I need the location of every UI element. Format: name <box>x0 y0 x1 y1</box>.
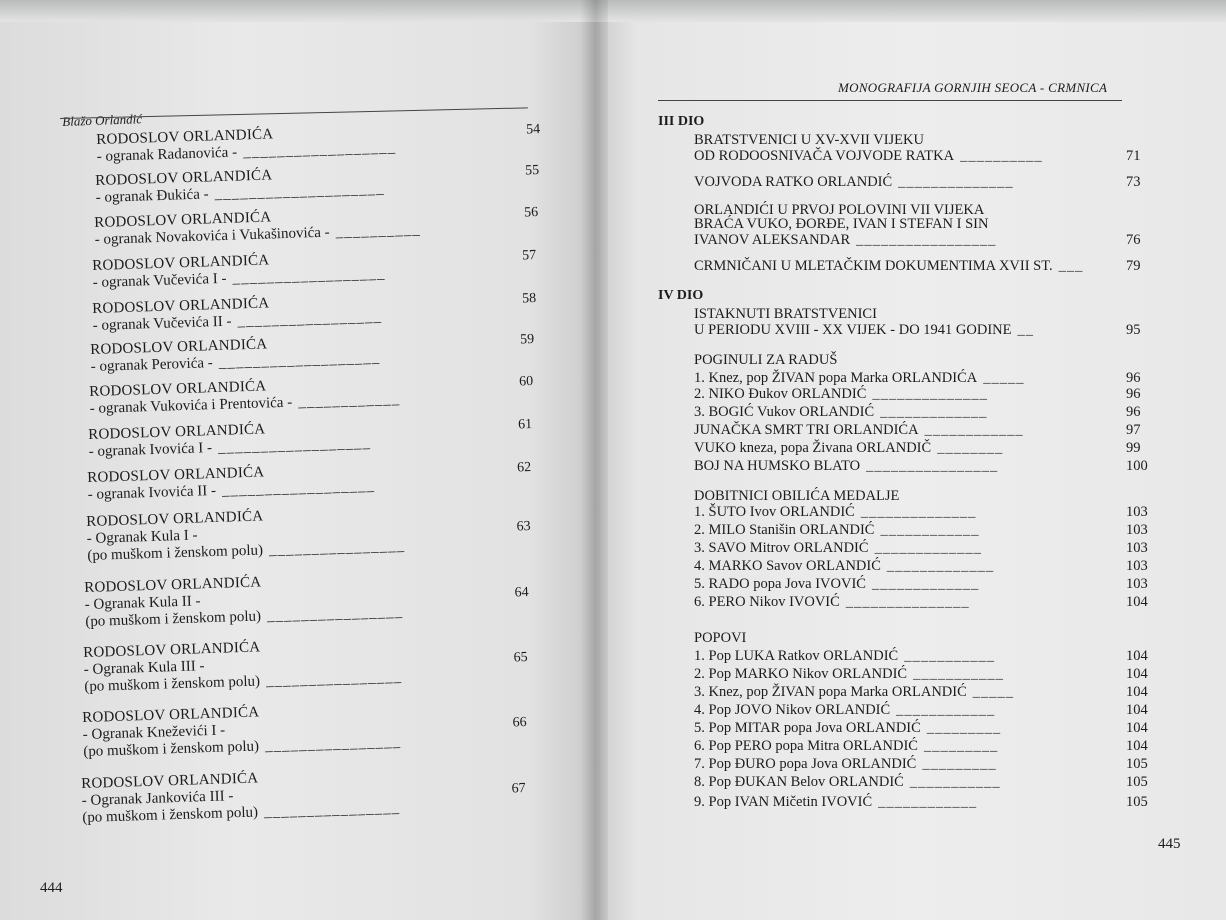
toc-line <box>694 322 1141 339</box>
toc-line-text: 3. BOGIĆ Vukov ORLANDIĆ <box>694 404 875 420</box>
toc-line-text: U PERIODU XVIII - XX VIJEK - DO 1941 GODINE <box>694 322 1012 338</box>
leader-dashes: _________ <box>923 738 999 754</box>
toc-line <box>694 522 1148 539</box>
toc-page-number: 104 <box>1126 684 1148 700</box>
toc-page-number: 104 <box>1126 702 1148 718</box>
leader-dashes: _________ <box>926 720 1002 736</box>
toc-line <box>694 174 1141 191</box>
toc-page-number: 58 <box>521 291 537 307</box>
toc-entry <box>82 700 527 761</box>
toc-line-text: 6. Pop PERO popa Mitra ORLANDIĆ <box>694 738 918 754</box>
leader-dashes: _____________ <box>886 558 995 574</box>
toc-page-number: 103 <box>1126 576 1148 592</box>
toc-page-number: 97 <box>1126 422 1141 438</box>
toc-page-number: 96 <box>1126 370 1141 386</box>
leader-dashes: _____________ <box>880 404 988 420</box>
toc-page-number: 64 <box>514 585 529 601</box>
toc-line <box>694 232 1141 249</box>
toc-line <box>694 488 899 505</box>
toc-page-number: 65 <box>513 650 528 666</box>
leader-dashes: _____________ <box>874 540 982 556</box>
toc-entry-subtitle: - Ogranak Kula I - <box>86 527 198 547</box>
toc-line-text: 1. Knez, pop ŽIVAN popa Marka ORLANDIĆA <box>694 370 978 386</box>
toc-page-number: 96 <box>1126 386 1141 402</box>
right-running-head: MONOGRAFIJA GORNJIH SEOCA - CRMNICA <box>838 80 1108 95</box>
toc-entry-title: RODOSLOV ORLANDIĆA <box>95 167 273 189</box>
leader-dashes: __________________ <box>217 435 372 456</box>
top-edge-shadow <box>0 0 1226 22</box>
toc-line <box>694 794 1148 811</box>
leader-dashes: __________________ <box>232 265 386 287</box>
toc-line-text: BRATSTVENICI U XV-XVII VIJEKU <box>694 132 924 148</box>
toc-line <box>694 404 1141 421</box>
toc-entry-subtitle: - ogranak Đukića - ____________________ 55 <box>95 163 540 206</box>
leader-dashes: ______________ <box>860 504 977 520</box>
toc-line-text: 2. NIKO Đukov ORLANDIĆ <box>694 386 867 402</box>
toc-line-text: CRMNIČANI U MLETAČKIM DOKUMENTIMA XVII ST. <box>694 258 1053 274</box>
toc-entry <box>84 570 529 631</box>
toc-line <box>694 148 1141 165</box>
toc-line <box>694 422 1141 439</box>
leader-dashes: __________________ <box>242 139 397 161</box>
toc-entry-subtitle: - ogranak Ivovića I - __________________ 61 <box>88 417 533 460</box>
toc-line-text: 4. MARKO Savov ORLANDIĆ <box>694 558 881 574</box>
toc-entry-subtitle: - ogranak Vukovića i Prentovića - ____________ 60 <box>89 374 534 417</box>
leader-dashes: _____ <box>983 370 1025 386</box>
toc-line-text: 5. Pop MITAR popa Jova ORLANDIĆ <box>694 720 921 736</box>
toc-line-text: BOJ NA HUMSKO BLATO <box>694 458 861 474</box>
leader-dashes: __ <box>1017 322 1034 338</box>
toc-line <box>694 756 1148 773</box>
toc-line-text: 1. ŠUTO Ivov ORLANDIĆ <box>694 504 855 520</box>
toc-page-number: 104 <box>1126 738 1148 754</box>
toc-page-number: 79 <box>1126 258 1141 274</box>
toc-line <box>694 216 988 233</box>
leader-dashes: ___________ <box>909 774 1001 790</box>
toc-line-text: 7. Pop ĐURO popa Jova ORLANDIĆ <box>694 756 917 772</box>
toc-entry-title: RODOSLOV ORLANDIĆA <box>87 464 265 486</box>
toc-line <box>694 702 1148 719</box>
toc-line-text: 4. Pop JOVO Nikov ORLANDIĆ <box>694 702 891 718</box>
toc-page-number: 105 <box>1126 794 1148 810</box>
toc-page-number: 59 <box>519 332 535 348</box>
toc-line <box>694 386 1141 403</box>
toc-page-number: 56 <box>523 205 539 221</box>
toc-line-text: 8. Pop ĐUKAN Belov ORLANDIĆ <box>694 774 904 790</box>
toc-line-text: 3. Knez, pop ŽIVAN popa Marka ORLANDIĆ <box>694 684 967 700</box>
toc-entry-title: RODOSLOV ORLANDIĆA <box>92 252 270 274</box>
toc-entry-title: RODOSLOV ORLANDIĆA <box>96 126 274 148</box>
leader-dashes: __________________ <box>221 477 376 499</box>
leader-dashes: ________________ <box>263 800 401 821</box>
leader-dashes: ____________________ <box>214 180 385 203</box>
toc-entry-title: RODOSLOV ORLANDIĆA <box>89 378 267 400</box>
toc-entry-subtitle: - Ogranak Kula II - <box>84 593 201 613</box>
toc-page-number: 104 <box>1126 648 1148 664</box>
toc-line <box>694 306 877 323</box>
toc-line-text: ORLANDIĆI U PRVOJ POLOVINI VII VIJEKA <box>694 202 985 218</box>
leader-dashes: _________ <box>922 756 997 772</box>
toc-page-number: 105 <box>1126 774 1148 790</box>
toc-line-text: 5. RADO popa Jova IVOVIĆ <box>694 576 866 592</box>
leader-dashes: ___________ <box>913 666 1004 682</box>
toc-entry-subtitle: (po muškom i ženskom polu) ________________ 64 <box>85 585 529 630</box>
toc-entry-subtitle: - ogranak Ivovića II - __________________ 62 <box>87 460 532 503</box>
toc-line-text: 9. Pop IVAN Mičetin IVOVIĆ <box>694 794 873 810</box>
leader-dashes: ________________ <box>866 458 999 474</box>
toc-page-number: 100 <box>1126 458 1148 474</box>
toc-line <box>694 576 1148 593</box>
toc-line-text: 3. SAVO Mitrov ORLANDIĆ <box>694 540 869 556</box>
toc-line <box>694 540 1148 557</box>
part-heading: III DIO <box>658 114 705 129</box>
toc-page-number: 104 <box>1126 720 1148 736</box>
toc-line <box>694 504 1148 521</box>
toc-entry-title: RODOSLOV ORLANDIĆA <box>92 295 270 317</box>
toc-line <box>694 648 1148 665</box>
toc-page-number: 71 <box>1126 148 1141 164</box>
part-heading: IV DIO <box>658 288 704 303</box>
toc-page-number: 104 <box>1126 594 1148 610</box>
toc-line-text: 1. Pop LUKA Ratkov ORLANDIĆ <box>694 648 899 664</box>
toc-entry-subtitle: - ogranak Radanovića - __________________ 54 <box>96 122 541 165</box>
book-gutter <box>580 0 608 920</box>
toc-entry <box>86 504 531 565</box>
toc-line <box>694 720 1148 737</box>
toc-line <box>694 774 1148 791</box>
toc-page-number: 54 <box>525 122 541 138</box>
toc-entry-title: RODOSLOV ORLANDIĆA <box>94 209 272 231</box>
leader-dashes: ____________ <box>297 391 401 411</box>
toc-page-number: 61 <box>517 417 533 433</box>
toc-line <box>694 738 1148 755</box>
leader-dashes: _________________ <box>237 308 383 330</box>
toc-page-number: 57 <box>521 248 537 264</box>
toc-page-number: 103 <box>1126 540 1148 556</box>
toc-page-number: 104 <box>1126 666 1148 682</box>
toc-line-text: 2. MILO Stanišin ORLANDIĆ <box>694 522 875 538</box>
toc-page-number: 55 <box>524 163 540 179</box>
toc-page-number: 60 <box>518 374 534 390</box>
toc-page-number: 95 <box>1126 322 1141 338</box>
leader-dashes: _____________ <box>871 576 980 592</box>
toc-entry-subtitle: - ogranak Vučevića I - __________________ 57 <box>92 248 537 291</box>
toc-page-number: 99 <box>1126 440 1141 456</box>
left-running-head: Blažo Orlandić <box>62 111 143 129</box>
toc-line <box>694 352 837 369</box>
left-page-number: 444 <box>40 880 63 896</box>
toc-line-text: POPOVI <box>694 630 747 646</box>
leader-dashes: ___________________ <box>218 349 381 371</box>
leader-dashes: ________ <box>937 440 1004 456</box>
toc-entry-title: RODOSLOV ORLANDIĆA <box>82 704 260 726</box>
toc-page-number: 62 <box>516 460 532 476</box>
leader-dashes: _____ <box>972 684 1015 700</box>
toc-page-number: 67 <box>511 781 526 797</box>
leader-dashes: ____________ <box>924 422 1024 438</box>
toc-page-number: 103 <box>1126 522 1148 538</box>
leader-dashes: ___ <box>1058 258 1084 274</box>
toc-line-text: POGINULI ZA RADUŠ <box>694 352 838 368</box>
toc-entry-title: RODOSLOV ORLANDIĆA <box>84 574 262 596</box>
toc-entry-title: RODOSLOV ORLANDIĆA <box>81 770 259 792</box>
toc-entry-subtitle: - ogranak Perovića - ___________________ 59 <box>90 332 535 375</box>
toc-line-text: 6. PERO Nikov IVOVIĆ <box>694 594 840 610</box>
right-page-number: 445 <box>1158 836 1181 852</box>
leader-dashes: ______________ <box>872 386 988 402</box>
toc-line-text: VOJVODA RATKO ORLANDIĆ <box>694 174 893 190</box>
toc-entry-subtitle: (po muškom i ženskom polu) ________________ 63 <box>87 519 531 564</box>
toc-entry-title: RODOSLOV ORLANDIĆA <box>83 639 261 661</box>
toc-line <box>694 458 1148 475</box>
toc-entry-subtitle: (po muškom i ženskom polu) ________________ 65 <box>84 650 528 695</box>
toc-entry <box>81 766 526 827</box>
toc-page-number: 63 <box>516 519 531 535</box>
leader-dashes: ___________ <box>904 648 995 664</box>
toc-entry-title: RODOSLOV ORLANDIĆA <box>88 421 266 443</box>
toc-page-number: 96 <box>1126 404 1141 420</box>
toc-entry <box>83 635 528 696</box>
toc-entry-subtitle: - ogranak Vučevića II - _________________ 58 <box>92 291 537 334</box>
leader-dashes: __________ <box>335 221 421 241</box>
toc-entry-subtitle: (po muškom i ženskom polu) ________________ 67 <box>82 781 526 826</box>
toc-entry-title: RODOSLOV ORLANDIĆA <box>86 508 264 530</box>
toc-line-text: DOBITNICI OBILIĆA MEDALJE <box>694 488 900 504</box>
toc-page-number: 73 <box>1126 174 1141 190</box>
right-header-rule <box>658 100 1122 101</box>
leader-dashes: ____________ <box>896 702 996 718</box>
leader-dashes: _________________ <box>856 232 997 248</box>
toc-page-number: 76 <box>1126 232 1141 248</box>
toc-line <box>694 258 1141 275</box>
toc-line <box>694 370 1141 387</box>
toc-line-text: OD RODOOSNIVAČA VOJVODE RATKA <box>694 148 955 164</box>
toc-page-number: 105 <box>1126 756 1148 772</box>
toc-line <box>694 440 1141 457</box>
toc-entry-title: RODOSLOV ORLANDIĆA <box>90 336 268 358</box>
leader-dashes: ________________ <box>266 604 404 625</box>
toc-entry-subtitle: - Ogranak Jankovića III - <box>81 788 234 809</box>
toc-line <box>694 132 924 149</box>
leader-dashes: ____________ <box>880 522 980 538</box>
toc-entry-subtitle: (po muškom i ženskom polu) ________________ 66 <box>83 715 527 760</box>
toc-line <box>694 684 1148 701</box>
toc-line <box>694 630 746 647</box>
toc-line-text: JUNAČKA SMRT TRI ORLANDIĆA <box>694 422 919 438</box>
toc-line-text: BRAĆA VUKO, ĐORĐE, IVAN I STEFAN I SIN <box>694 216 989 232</box>
leader-dashes: ______________ <box>898 174 1014 190</box>
leader-dashes: ____________ <box>878 794 978 810</box>
toc-line-text: VUKO kneza, popa Živana ORLANDIČ <box>694 440 932 456</box>
toc-line <box>694 666 1148 683</box>
leader-dashes: _______________ <box>845 594 970 610</box>
toc-page-number: 103 <box>1126 504 1148 520</box>
toc-line-text: ISTAKNUTI BRATSTVENICI <box>694 306 877 322</box>
leader-dashes: __________ <box>960 148 1043 164</box>
toc-line-text: IVANOV ALEKSANDAR <box>694 232 851 248</box>
toc-entry-subtitle: - Ogranak Kula III - <box>83 658 205 678</box>
leader-dashes: ________________ <box>268 538 406 559</box>
leader-dashes: ________________ <box>264 734 402 755</box>
toc-page-number: 66 <box>512 715 527 731</box>
toc-line <box>694 558 1148 575</box>
toc-line <box>694 594 1148 611</box>
toc-entry-subtitle: - ogranak Novakovića i Vukašinovića - __________ 56 <box>94 205 539 248</box>
toc-page-number: 103 <box>1126 558 1148 574</box>
toc-entry-subtitle: - Ogranak Kneževići I - <box>82 722 226 743</box>
leader-dashes: ________________ <box>265 669 403 690</box>
toc-line-text: 2. Pop MARKO Nikov ORLANDIĆ <box>694 666 908 682</box>
